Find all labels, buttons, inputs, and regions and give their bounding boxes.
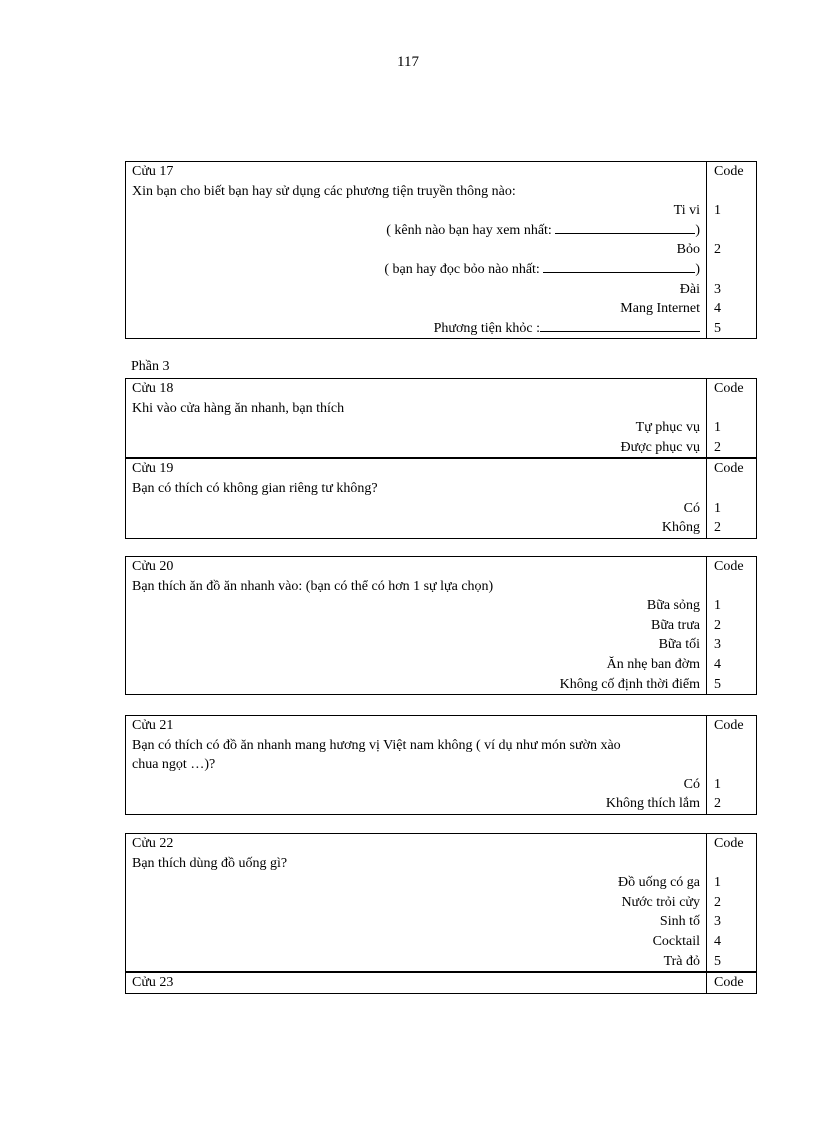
option-newspaper: Bỏo [126, 240, 707, 260]
option-yes: Có [126, 775, 707, 795]
option-tv-channel-label: ( kênh nào bạn hay xem nhất: [386, 222, 552, 238]
option-yes: Có [126, 499, 707, 519]
code-value: 1 [707, 596, 757, 616]
question-19-title: Cửu 19 [126, 458, 707, 479]
option-not-really: Không thích lắm [126, 794, 707, 814]
code-value: 4 [707, 932, 757, 952]
question-22-text: Bạn thích dùng đồ uống gì? [126, 854, 707, 874]
question-21-title: Cửu 21 [126, 716, 707, 736]
question-19-text: Bạn có thích có không gian riêng tư không? [126, 479, 707, 499]
code-header: Code [707, 379, 757, 399]
option-radio: Đài [126, 280, 707, 300]
code-value: 3 [707, 912, 757, 932]
question-17-table [125, 161, 757, 339]
code-value: 2 [707, 794, 757, 814]
question-18-19-table [125, 378, 757, 539]
code-header: Code [707, 716, 757, 736]
question-18-title: Cửu 18 [126, 379, 707, 399]
question-21-table [125, 715, 757, 815]
code-header: Code [707, 458, 757, 479]
option-served: Được phục vụ [126, 438, 707, 459]
question-20-title: Cửu 20 [126, 557, 707, 577]
option-smoothie: Sinh tố [126, 912, 707, 932]
option-fruit-juice: Nước trỏi cửy [126, 893, 707, 913]
option-dinner: Bữa tối [126, 635, 707, 655]
newspaper-name-blank[interactable] [543, 260, 695, 273]
question-20-table [125, 556, 757, 695]
code-header: Code [707, 557, 757, 577]
question-22-23-table [125, 833, 757, 994]
option-tv: Ti vi [126, 201, 707, 221]
option-cocktail: Cocktail [126, 932, 707, 952]
code-value: 5 [707, 952, 757, 973]
code-value: 2 [707, 893, 757, 913]
code-value: 5 [707, 319, 757, 339]
code-value: 3 [707, 635, 757, 655]
code-value: 1 [707, 418, 757, 438]
question-18-text: Khi vào cửa hàng ăn nhanh, bạn thích [126, 399, 707, 419]
question-22-title: Cửu 22 [126, 834, 707, 854]
code-value: 4 [707, 299, 757, 319]
closing-paren: ) [695, 261, 700, 277]
code-value: 1 [707, 499, 757, 519]
question-21-text-line2: chua ngọt …)? [126, 755, 707, 775]
section-3-label: Phần 3 [131, 359, 170, 374]
code-value: 3 [707, 280, 757, 300]
page-number: 117 [397, 54, 419, 70]
question-17-text: Xin bạn cho biết bạn hay sử dụng các phương tiện truyền thông nào: [126, 182, 707, 202]
option-other-media [126, 319, 707, 339]
code-value: 1 [707, 201, 757, 221]
code-header: Code [707, 972, 757, 993]
code-value: 4 [707, 655, 757, 675]
code-value: 2 [707, 438, 757, 459]
option-internet: Mang Internet [126, 299, 707, 319]
option-iced-tea: Trà đỏ [126, 952, 707, 973]
other-media-blank[interactable] [540, 319, 700, 332]
option-self-service: Tự phục vụ [126, 418, 707, 438]
option-lunch: Bữa trưa [126, 616, 707, 636]
tv-channel-blank[interactable] [555, 221, 695, 234]
option-soft-drink: Đồ uống có ga [126, 873, 707, 893]
option-newspaper-name-label: ( bạn hay đọc bỏo nào nhất: [384, 261, 540, 277]
option-no: Không [126, 518, 707, 538]
code-value: 1 [707, 775, 757, 795]
code-header: Code [707, 834, 757, 854]
code-header: Code [707, 162, 757, 182]
question-20-text: Bạn thích ăn đồ ăn nhanh vào: (bạn có thể có hơn 1 sự lựa chọn) [126, 577, 707, 597]
code-value: 2 [707, 616, 757, 636]
code-value: 2 [707, 240, 757, 260]
question-23-title: Cửu 23 [126, 972, 707, 993]
closing-paren: ) [695, 222, 700, 238]
code-value: 5 [707, 675, 757, 695]
option-tv-channel [126, 221, 707, 241]
option-newspaper-name [126, 260, 707, 280]
option-anytime: Không cố định thời điểm [126, 675, 707, 695]
option-other-media-label: Phương tiện khỏc : [433, 320, 540, 336]
question-21-text-line1: Bạn có thích có đồ ăn nhanh mang hương vị Việt nam không ( ví dụ như món sườn xào [126, 736, 707, 756]
code-value: 1 [707, 873, 757, 893]
option-night-snack: Ăn nhẹ ban đờm [126, 655, 707, 675]
option-breakfast: Bữa sỏng [126, 596, 707, 616]
code-value: 2 [707, 518, 757, 538]
question-17-title: Cửu 17 [126, 162, 707, 182]
